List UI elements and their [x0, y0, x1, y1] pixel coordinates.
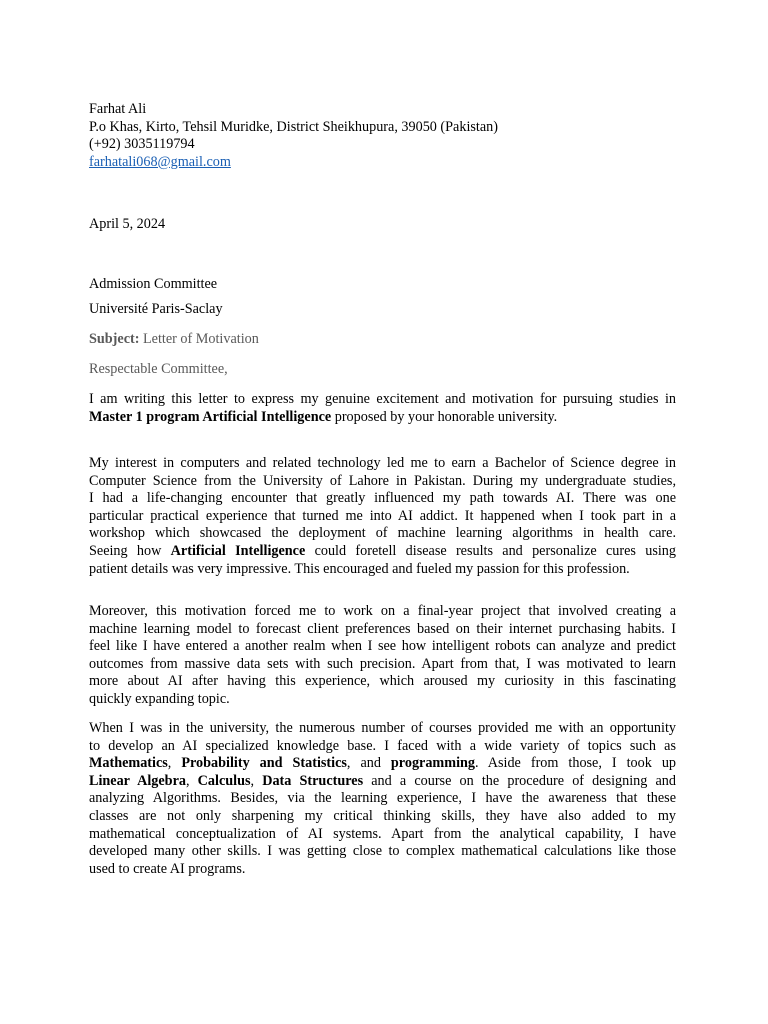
- subject-line: [89, 331, 676, 349]
- paragraph-line: [89, 543, 676, 561]
- sender-block: [89, 101, 676, 171]
- text-segment: and a course on the procedure of designing and: [363, 772, 676, 789]
- paragraph-line: patient details was very impressive. This encouraged and fueled my passion for this profession.: [89, 560, 630, 577]
- paragraph-2: [89, 455, 676, 578]
- text-segment: could foretell disease results and personalize cures using: [305, 542, 676, 559]
- paragraph-line: workshop which showcased the deployment of machine learning algorithms in health care.: [89, 525, 676, 542]
- paragraph-line: to develop an AI specialized knowledge base. I faced with a wide variety of topics such as: [89, 737, 676, 754]
- paragraph-line: quickly expanding topic.: [89, 690, 230, 707]
- emphasized-text: Probability and Statistics: [181, 755, 347, 772]
- paragraph-line: more about AI after having this experience, which aroused my curiosity in this fascinating: [89, 673, 676, 690]
- sender-name: Farhat Ali: [89, 101, 147, 117]
- paragraph-1: [89, 391, 676, 426]
- text-segment: ,: [250, 772, 263, 789]
- salutation: Respectable Committee,: [89, 361, 228, 377]
- paragraph-line: used to create AI programs.: [89, 860, 246, 877]
- emphasized-text: programming: [390, 755, 475, 772]
- letter-date: April 5, 2024: [89, 216, 166, 232]
- emphasized-text: Master 1 program Artificial Intelligence: [89, 408, 332, 425]
- paragraph-line: When I was in the university, the numerous number of courses provided me with an opportunity: [89, 720, 676, 736]
- text-segment: . Aside from those, I took up: [475, 755, 677, 772]
- paragraph-line: I had a life-changing encounter that greatly influenced my path towards AI. There was one: [89, 490, 676, 507]
- emphasized-text: Calculus: [197, 772, 251, 789]
- recipient-line-1: Admission Committee: [89, 276, 218, 292]
- emphasized-text: Linear Algebra: [89, 772, 186, 789]
- paragraph-line: Computer Science from the University of Lahore in Pakistan. During my undergraduate studies,: [89, 472, 676, 489]
- paragraph-4: [89, 720, 676, 878]
- paragraph-line: outcomes from massive data sets with such precision. Apart from that, I was motivated to learn: [89, 655, 676, 672]
- paragraph-line: machine learning model to forecast client preferences based on their internet purchasing habits. I: [89, 620, 676, 637]
- paragraph-line: particular practical experience that turned me into AI addict. It happened when I took part in a: [89, 507, 676, 524]
- paragraph-line: classes are not only sharpening my critical thinking skills, they have also added to my: [89, 807, 676, 824]
- subject-label: Subject:: [89, 331, 140, 347]
- paragraph-3: [89, 603, 676, 709]
- text-segment: ,: [167, 755, 182, 772]
- paragraph-line: I am writing this letter to express my genuine excitement and motivation for pursuing studies in: [89, 391, 676, 407]
- emphasized-text: Mathematics: [89, 755, 168, 772]
- paragraph-line: developed many other skills. I was getting close to complex mathematical calculations like those: [89, 843, 676, 860]
- paragraph-line: My interest in computers and related technology led me to earn a Bachelor of Science degree in: [89, 455, 676, 471]
- text-segment: ,: [185, 772, 198, 789]
- sender-email-link[interactable]: farhatali068@gmail.com: [89, 153, 231, 170]
- paragraph-line: mathematical conceptualization of AI systems. Apart from the analytical capability, I have: [89, 825, 676, 842]
- sender-address: P.o Khas, Kirto, Tehsil Muridke, District Sheikhupura, 39050 (Pakistan): [89, 118, 498, 135]
- sender-phone: (+92) 3035119794: [89, 136, 195, 153]
- subject-text: Letter of Motivation: [143, 331, 259, 347]
- emphasized-text: Data Structures: [262, 772, 364, 789]
- text-segment: proposed by your honorable university.: [331, 408, 558, 425]
- paragraph-line: [89, 409, 676, 427]
- recipient-line-2: Université Paris-Saclay: [89, 301, 223, 317]
- paragraph-line: feel like I have entered a another realm when I see how intelligent robots can analyze and predict: [89, 638, 676, 655]
- paragraph-line: analyzing Algorithms. Besides, via the learning experience, I have the awareness that these: [89, 790, 676, 807]
- paragraph-line: Moreover, this motivation forced me to work on a final-year project that involved creating a: [89, 603, 676, 619]
- paragraph-line: [89, 755, 676, 773]
- paragraph-line: [89, 773, 676, 791]
- text-segment: Seeing how: [89, 542, 171, 559]
- text-segment: , and: [346, 755, 391, 772]
- emphasized-text: Artificial Intelligence: [170, 542, 306, 559]
